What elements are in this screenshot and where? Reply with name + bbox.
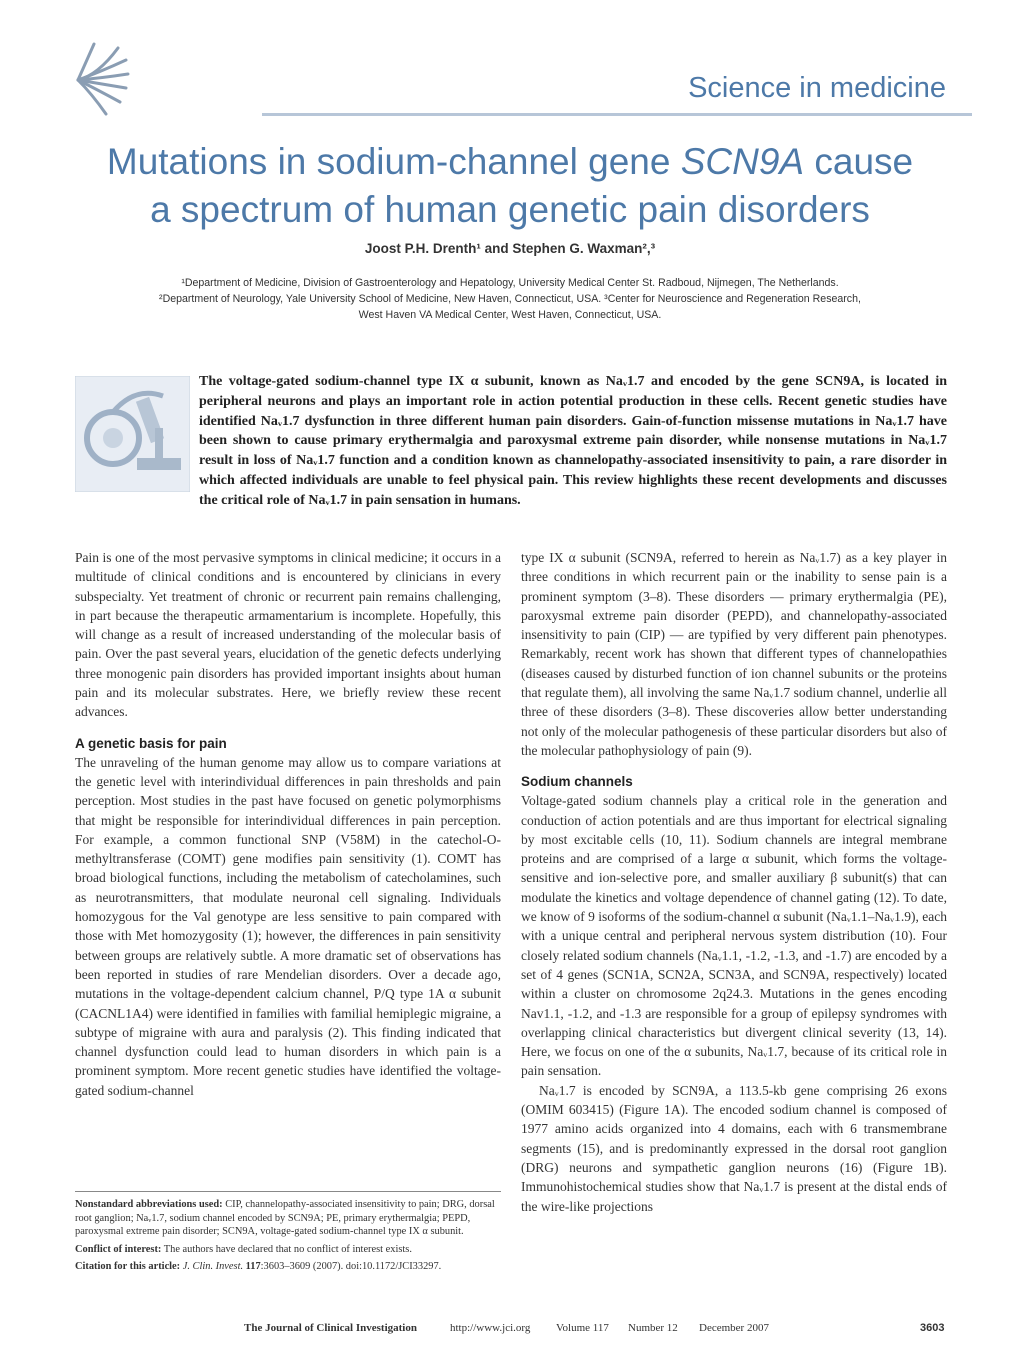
section-divider (262, 113, 972, 116)
affiliation-1: ¹Department of Medicine, Division of Gastroenterology and Hepatology, University Medical Center St. Radboud, Nijmegen, The Netherlands. (181, 277, 839, 289)
section-label: Science in medicine (688, 72, 946, 104)
conflict-note: Conflict of interest: The authors have declared that no conflict of interest exists. (75, 1243, 412, 1255)
authors: Joost P.H. Drenth¹ and Stephen G. Waxman²,³ (364, 241, 656, 256)
paragraph: Naᵥ1.7 is encoded by SCN9A, a 113.5-kb gene comprising 26 exons (OMIM 603415) (Figure 1A). The encoded sodium channel is composed of 1977 amino acids organized into 4 domains, each with 6 transmembrane segments (15), and is predominantly expressed in the dorsal root ganglion (DRG) neurons and sympathetic ganglion neurons (16) (Figure 1B). Immunohistochemical studies show that Naᵥ1.7 is present at the distal ends of the wire-like projections (521, 1082, 947, 1214)
affiliations (90, 275, 930, 323)
abstract (75, 372, 947, 511)
title-gene: SCN9A (680, 141, 805, 182)
citation-note: Citation for this article: J. Clin. Invest. 117:3603–3609 (2007). doi:10.1172/JCI33297. (75, 1261, 442, 1273)
abbreviations-note: Nonstandard abbreviations used: CIP, channelopathy-associated insensitivity to pain; DRG, dorsal root ganglion; Naᵥ1.7, sodium channel encoded by SCN9A; PE, primary erythermalgia; PEPD, paroxysmal extreme pain disorder; SCN9A, voltage-gated sodium-channel type IX α subunit. (75, 1199, 495, 1238)
affiliation-2: ²Department of Neurology, Yale University School of Medicine, New Haven, Connecticut, USA. ³Center for Neuroscience and Regeneration Research, (159, 293, 861, 305)
paragraph: The unraveling of the human genome may allow us to compare variations at the genetic level with interindividual differences in pain thresholds and pain perception. Most studies in the past have focused on genetic polymorphisms that might be responsible for interindividual differences in pain perception. For example, a common functional SNP (V58M) in the catechol-O-methyltransferase (COMT) gene modifies pain sensitivity (1). COMT has broad biological functions, including the metabolism of catecholamines, such as neurotransmitters, that modulate neuronal cell signaling. Individuals homozygous for the Val genotype are less sensitive to pain compared with those with Met homozygosity (1); however, the differences in pain sensitivity between groups are relatively subtle. A more dramatic set of observations has been reported in studies of rare Mendelian disorders. Over a decade ago, mutations in the voltage-dependent calcium channel, P/Q type 1A α subunit (CACNL1A4) were identified in families with familial hemiplegic migraine, a subtype of migraine with aura and paralysis (2). This finding indicated that channel dysfunction could lead to human disorders in which pain is a prominent symptom. More recent genetic studies have identified the voltage-gated sodium-channel (75, 754, 501, 1098)
abstract-text: The voltage-gated sodium-channel type IX α subunit, known as Naᵥ1.7 and encoded by the gene SCN9A, is located in peripheral neurons and plays an important role in action potential production in these cells. Recent genetic studies have identified Naᵥ1.7 dysfunction in three different human pain disorders. Gain-of-function missense mutations in Naᵥ1.7 have been shown to cause primary erythermalgia and paroxysmal extreme pain disorder, while nonsense mutations in Naᵥ1.7 result in loss of Naᵥ1.7 function and a condition known as channelopathy-associated insensitivity to pain, a rare disorder in which affected individuals are unable to feel physical pain. This review highlights these recent developments and discusses the critical role of Naᵥ1.7 in pain sensation in humans. (199, 374, 947, 508)
footnote-divider (75, 1191, 501, 1192)
right-column (521, 548, 947, 1216)
footer-date: December 2007 (699, 1322, 769, 1334)
affiliation-3: West Haven VA Medical Center, West Haven, Connecticut, USA. (358, 309, 662, 321)
footer-journal: The Journal of Clinical Investigation (244, 1322, 417, 1334)
page-number: 3603 (920, 1322, 945, 1334)
title-part1: Mutations in sodium-channel gene (106, 141, 681, 182)
title-line2: a spectrum of human genetic pain disorders (150, 189, 870, 230)
left-column (75, 548, 501, 1100)
footnotes (75, 1198, 501, 1278)
section-heading: A genetic basis for pain (75, 735, 227, 751)
article-title (60, 138, 960, 234)
title-part2: cause (804, 141, 914, 182)
starburst-logo (68, 40, 130, 120)
footer-volume: Volume 117 (556, 1322, 609, 1334)
section-heading: Sodium channels (521, 774, 633, 790)
paragraph: Pain is one of the most pervasive symptoms in clinical medicine; it occurs in a multitude of clinical conditions and is encountered by clinicians in every subspecialty. Yet treatment of chronic or recurrent pain remains challenging, in part because the therapeutic armamentarium is incomplete. Hopefully, this will change as a result of increased understanding of the molecular basis of pain. Over the past several years, elucidation of the genetic defects underlying three monogenic pain disorders has provided important insights about human pain and its molecular substrates. Here, we briefly review these recent advances. (75, 550, 501, 720)
paragraph: type IX α subunit (SCN9A, referred to herein as Naᵥ1.7) as a key player in three conditions in which recurrent pain or the inability to sense pain is a prominent symptom (3–8). These disorders — primary erythermalgia (PE), paroxysmal extreme pain disorder (PEPD), and channelopathy-associated insensitivity to pain (CIP) — are typified by very different pain phenotypes. Remarkably, recent work has shown that different types of channelopathies (diseases caused by disturbed function of ion channel subunits or the proteins that regulate them), all involving the same Naᵥ1.7 sodium channel, underlie all three of these disorders (3–8). These discoveries allow better understanding not only of the molecular pathogenesis of these particular disorders but also of the molecular pathophysiology of pain (9). (521, 550, 947, 758)
footer-url[interactable]: http://www.jci.org (450, 1322, 531, 1334)
footer-number: Number 12 (628, 1322, 678, 1334)
paragraph: Voltage-gated sodium channels play a critical role in the generation and conduction of action potentials and are thus important for electrical signaling by most excitable cells (10, 11). Sodium channels are integral membrane proteins and are comprised of a large α subunit, which forms the voltage-sensitive and ion-selective pore, and smaller auxiliary β subunit(s) that can modulate the kinetics and voltage dependence of channel gating (12). To date, we know of 9 isoforms of the sodium-channel α subunit (Naᵥ1.1–Naᵥ1.9), each with a unique central and peripheral nervous system distribution (10). Four closely related sodium channels (Naᵥ1.1, -1.2, -1.3, and -1.7) are encoded by a set of 4 genes (SCN1A, SCN2A, SCN3A, and SCN9A, respectively) located within a cluster on chromosome 2q24.3. Mutations in the genes encoding Nav1.1, -1.2, and -1.3 are responsible for a group of epilepsy syndromes with overlapping clinical characteristics but divergent clinical severity (13, 14). Here, we focus on one of the α subunits, Naᵥ1.7, because of its critical role in pain sensation. (521, 793, 947, 1079)
